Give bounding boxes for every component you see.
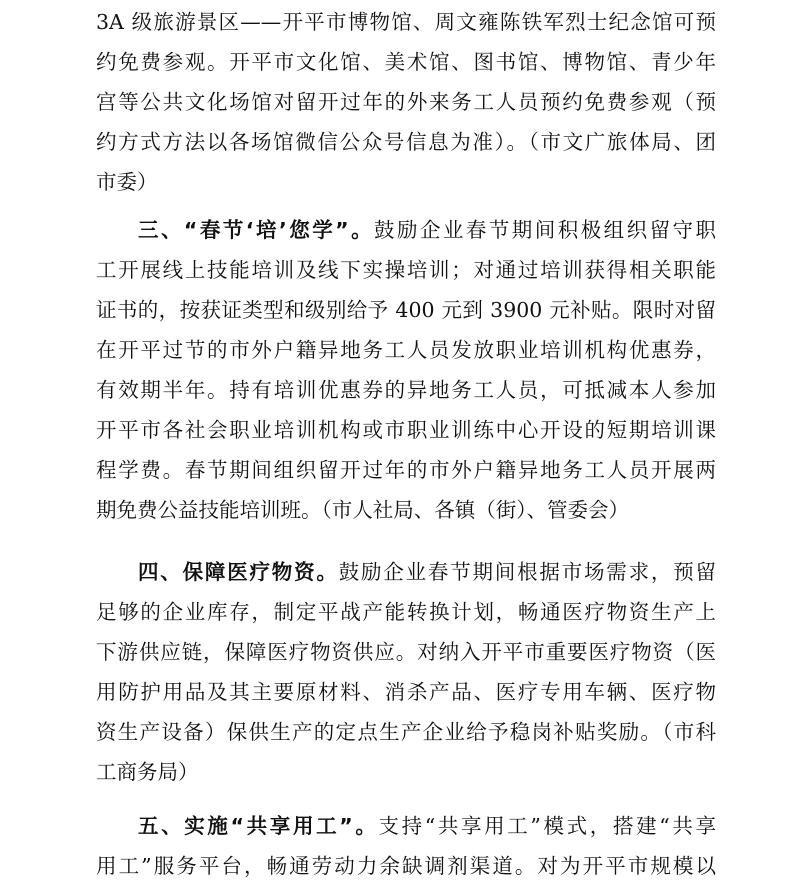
- p3-line-6: 工商务局）: [96, 760, 199, 784]
- p2-line-7: 程学费。春节期间组织留开过年的市外户籍异地务工人员开展两: [96, 458, 716, 482]
- p2-line-5: 有效期半年。持有培训优惠券的异地务工人员，可抵减本人参加: [96, 378, 716, 402]
- p2-line-2: 工开展线上技能培训及线下实操培训；对通过培训获得相关职能: [96, 258, 716, 282]
- p4-first-line: [138, 806, 716, 846]
- p3-line-3: 下游供应链，保障医疗物资供应。对纳入开平市重要医疗物资（医: [96, 640, 716, 664]
- p2-first-line: [138, 210, 716, 250]
- section-heading-5: 五、实施“共享用工”。: [138, 814, 379, 838]
- p3-line-2: 足够的企业库存，制定平战产能转换计划，畅通医疗物资生产上: [96, 600, 716, 624]
- p3-line-4: 用防护用品及其主要原材料、消杀产品、医疗专用车辆、医疗物: [96, 680, 716, 704]
- p2-first-text: 鼓励企业春节期间积极组织留守职: [374, 218, 716, 242]
- p2-line-8: 期免费公益技能培训班。（市人社局、各镇（街）、管委会）: [96, 498, 629, 522]
- section-heading-3: 三、“春节‘培’您学”。: [138, 218, 375, 242]
- p2-line-6: 开平市各社会职业培训机构或市职业训练中心开设的短期培训课: [96, 418, 716, 442]
- p1-line-2: 约免费参观。开平市文化馆、美术馆、图书馆、博物馆、青少年: [96, 50, 716, 74]
- p4-first-text: 支持“共享用工”模式，搭建“共享: [378, 814, 716, 838]
- section-heading-4: 四、保障医疗物资。: [138, 560, 339, 584]
- p4-line-2: 用工”服务平台，畅通劳动力余缺调剂渠道。对为开平市规模以: [96, 854, 716, 878]
- p1-line-4: 约方式方法以各场馆微信公众号信息为准）。（市文广旅体局、团: [96, 130, 716, 154]
- p1-line-1: 3A 级旅游景区——开平市博物馆、周文雍陈铁军烈士纪念馆可预: [96, 10, 716, 34]
- p1-line-5: 市委）: [96, 170, 158, 194]
- p3-line-5: 资生产设备）保供生产的定点生产企业给予稳岗补贴奖励。（市科: [96, 720, 716, 744]
- p2-line-3: 证书的，按获证类型和级别给予 400 元到 3900 元补贴。限时对留: [96, 298, 716, 322]
- p3-first-line: [138, 552, 716, 592]
- p1-line-3: 宫等公共文化场馆对留开过年的外来务工人员预约免费参观（预: [96, 90, 716, 114]
- p2-line-4: 在开平过节的市外户籍异地务工人员发放职业培训机构优惠券，: [96, 338, 716, 362]
- p3-first-text: 鼓励企业春节期间根据市场需求，预留: [338, 560, 717, 584]
